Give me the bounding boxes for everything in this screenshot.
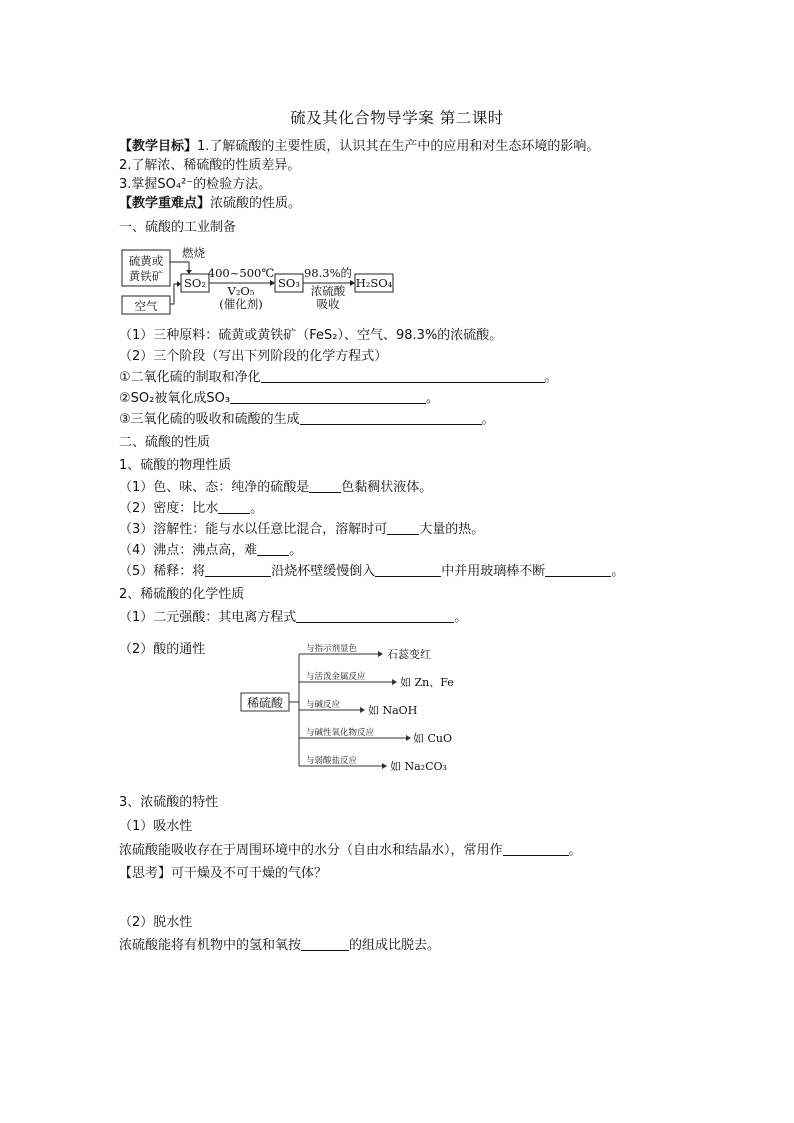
phys-item-1 [119,479,432,497]
dilute-item-1 [119,609,467,627]
diagram-raw-2: 黄铁矿 [128,269,164,283]
physical-properties-heading: 1、硫酸的物理性质 [119,458,232,473]
objective-2: 2.了解浓、稀硫酸的性质差异。 [119,158,301,173]
branch-4-result: 如 CuO [413,732,453,745]
branch-2-result: 如 Zn、Fe [400,676,454,689]
branch-3-label: 与碱反应 [306,700,341,710]
stage-2-end: 。 [426,391,440,406]
diagram-raw-1: 硫黄或 [128,254,164,268]
ratio-blank[interactable] [301,937,349,951]
water-absorption-sentence: 浓硫酸能吸收存在于周围环境中的水分（自由水和结晶水），常用作 [119,843,503,858]
water-absorption-end: 。 [568,843,582,858]
dilute-1-tail: 。 [454,610,468,625]
phys-5-tail: 。 [611,564,625,579]
phys-1-tail: 色黏稠状液体。 [341,480,433,495]
phys-3-text: （3）溶解性：能与水以任意比混合，溶解时可 [119,522,388,537]
stage-1-end: 。 [544,370,558,385]
page-title: 硫及其化合物导学案 第二课时 [290,109,504,127]
phys-5-blank-2[interactable] [375,563,441,577]
three-stages: （2）三个阶段（写出下列阶段的化学方程式） [119,349,388,364]
objectives-line-1 [119,138,599,156]
stage-1-blank[interactable] [261,369,545,383]
stage-2 [119,390,439,408]
branch-2-label: 与活泼金属反应 [306,672,366,682]
phys-item-4 [119,542,302,560]
phys-4-tail: 。 [289,543,303,558]
stage-3-text: ③三氧化硫的吸收和硫酸的生成 [119,412,300,427]
water-absorption-text [119,842,582,860]
phys-1-blank[interactable] [309,479,341,493]
stage-3 [119,411,495,429]
diagram-so3: SO₃ [278,276,300,290]
phys-3-tail: 大量的热。 [419,522,485,537]
stage-2-text: ②SO₂被氧化成SO₃ [119,391,231,406]
stage-3-blank[interactable] [300,411,482,425]
branch-1-result: 石蕊变红 [387,648,431,661]
phys-item-3 [119,521,484,539]
concentrated-acid-heading: 3、浓硫酸的特性 [119,795,219,810]
dehydration-sentence: 浓硫酸能将有机物中的氢和氧按 [119,938,302,953]
phys-5-text: （5）稀释：将 [119,564,206,579]
section-2-heading: 二、硫酸的性质 [119,435,211,450]
stage-3-end: 。 [481,412,495,427]
ionization-blank[interactable] [296,609,454,623]
diagram-abs-2: 浓硫酸 [310,284,346,298]
diagram-air: 空气 [134,299,158,313]
raw-materials: （1）三种原料：硫黄或黄铁矿（FeS₂）、空气、98.3%的浓硫酸。 [119,328,503,343]
branch-3-result: 如 NaOH [368,704,418,717]
acid-properties-diagram [238,640,458,784]
phys-3-blank[interactable] [387,521,419,535]
diagram-cond-temp: 400~500℃ [207,266,275,280]
dilute-1-text: （1）二元强酸：其电离方程式 [119,610,297,625]
phys-5-mid-2: 中并用玻璃棒不断 [441,564,546,579]
branch-4-label: 与碱性氧化物反应 [306,728,375,738]
acid-general-properties: （2）酸的通性 [119,642,206,657]
branch-5-label: 与弱酸盐反应 [306,756,358,766]
phys-item-2 [119,500,263,518]
phys-item-5 [119,563,624,581]
branch-5-result: 如 Na₂CO₃ [390,760,447,773]
diagram-cond-note: (催化剂) [219,297,263,311]
phys-2-blank[interactable] [218,500,250,514]
dilute-acid-heading: 2、稀硫酸的化学性质 [119,587,245,602]
stage-1 [119,369,558,387]
phys-4-text: （4）沸点：沸点高，难 [119,543,258,558]
industrial-process-diagram [118,244,408,320]
diagram-burn: 燃烧 [182,246,205,260]
key-points-line [119,195,301,213]
stage-1-text: ①二氧化硫的制取和净化 [119,370,261,385]
key-points-text: 浓硫酸的性质。 [210,196,302,211]
dehydration-heading: （2）脱水性 [119,915,193,930]
phys-5-blank-3[interactable] [545,563,611,577]
phys-5-mid-1: 沿烧杯壁缓慢倒入 [271,564,376,579]
phys-5-blank-1[interactable] [205,563,271,577]
objective-3: 3.掌握SO₄²⁻的检验方法。 [119,177,272,192]
dilute-sulfuric-acid-label: 稀硫酸 [246,696,284,710]
diagram-abs-1: 98.3%的 [303,266,353,280]
dehydration-end: 的组成比脱去。 [349,938,441,953]
phys-2-tail: 。 [250,501,264,516]
think-question: 【思考】可干燥及不可干燥的气体？ [119,866,328,881]
diagram-so2: SO₂ [184,276,206,290]
objective-1: 1.了解硫酸的主要性质，认识其在生产中的应用和对生态环境的影响。 [197,139,600,154]
water-absorption-heading: （1）吸水性 [119,819,193,834]
drying-agent-blank[interactable] [503,842,569,856]
section-1-heading: 一、硫酸的工业制备 [119,220,237,235]
phys-4-blank[interactable] [257,542,289,556]
branch-1-label: 与指示剂显色 [306,644,358,654]
dehydration-text [119,937,440,955]
diagram-cond-catalyst: V₂O₅ [227,284,255,298]
diagram-h2so4: H₂SO₄ [355,276,393,290]
phys-1-text: （1）色、味、态：纯净的硫酸是 [119,480,310,495]
phys-2-text: （2）密度：比水 [119,501,219,516]
key-points-label: 【教学重难点】 [119,196,211,211]
stage-2-blank[interactable] [230,390,426,404]
objectives-label: 【教学目标】 [119,139,198,154]
diagram-abs-3: 吸收 [316,297,340,311]
